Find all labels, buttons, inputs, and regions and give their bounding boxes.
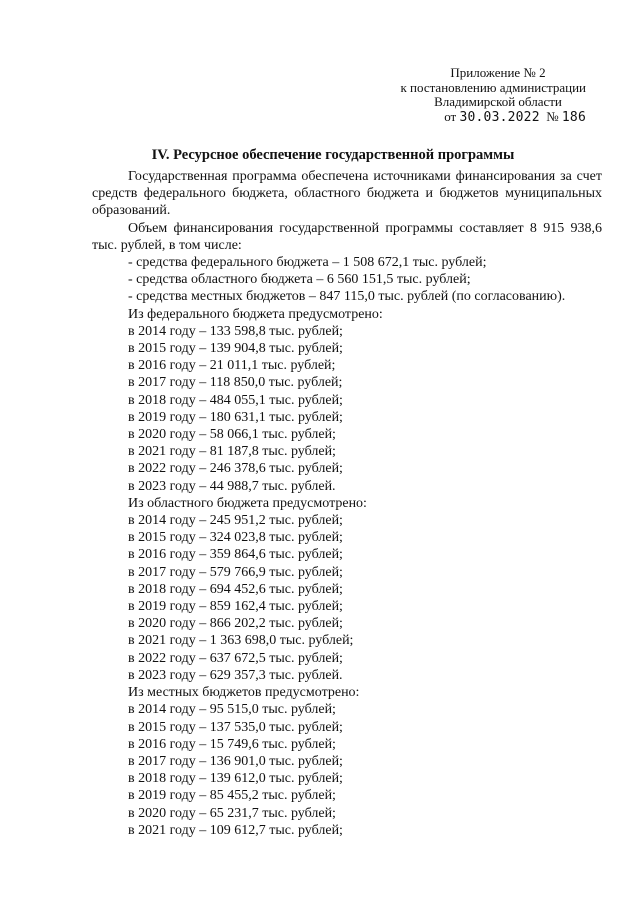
- federal-year-2018: в 2018 году – 484 055,1 тыс. рублей;: [128, 392, 343, 408]
- local-year-2016: в 2016 году – 15 749,6 тыс. рублей;: [128, 736, 336, 752]
- federal-year-2022: в 2022 году – 246 378,6 тыс. рублей;: [128, 461, 343, 477]
- regional-year-2016: в 2016 году – 359 864,6 тыс. рублей;: [128, 547, 343, 563]
- local-budget-section: [92, 684, 602, 839]
- local-year-2018: в 2018 году – 139 612,0 тыс. рублей;: [128, 771, 343, 787]
- regional-year-2014: в 2014 году – 245 951,2 тыс. рублей;: [128, 513, 343, 529]
- federal-year-2015: в 2015 году – 139 904,8 тыс. рублей;: [128, 341, 343, 357]
- resolution-number: 186: [561, 109, 586, 125]
- document-body: [92, 168, 602, 839]
- appendix-header: [386, 66, 586, 125]
- regional-year-2015: в 2015 году – 324 023,8 тыс. рублей;: [128, 530, 343, 546]
- local-year-2015: в 2015 году – 137 535,0 тыс. рублей;: [128, 719, 343, 735]
- regional-year-2020: в 2020 году – 866 202,2 тыс. рублей;: [128, 616, 343, 632]
- regional-year-2023: в 2023 году – 629 357,3 тыс. рублей.: [128, 667, 343, 683]
- appendix-number: Приложение № 2: [450, 65, 546, 80]
- funding-sources-list: [92, 254, 602, 306]
- local-year-2019: в 2019 году – 85 455,2 тыс. рублей;: [128, 788, 336, 804]
- source-regional: - средства областного бюджета – 6 560 151,5 тыс. рублей;: [128, 272, 471, 288]
- regional-year-2017: в 2017 году – 579 766,9 тыс. рублей;: [128, 564, 343, 580]
- appendix-region: Владимирской области: [434, 94, 562, 109]
- regional-budget-section: [92, 495, 602, 684]
- federal-year-2021: в 2021 году – 81 187,8 тыс. рублей;: [128, 444, 336, 460]
- number-prefix: №: [546, 108, 559, 124]
- source-local: - средства местных бюджетов – 847 115,0 тыс. рублей (по согласованию).: [128, 289, 566, 305]
- local-year-2020: в 2020 году – 65 231,7 тыс. рублей;: [128, 805, 336, 821]
- federal-budget-section: [92, 306, 602, 495]
- appendix-resolution-ref: к постановлению администрации: [400, 79, 586, 95]
- volume-paragraph: Объем финансирования государственной программы составляет 8 915 938,6 тыс. рублей, в том числе:: [92, 220, 602, 253]
- federal-year-2014: в 2014 году – 133 598,8 тыс. рублей;: [128, 323, 343, 339]
- federal-heading: Из федерального бюджета предусмотрено:: [128, 306, 383, 322]
- appendix-date-line: [386, 110, 586, 126]
- regional-year-2019: в 2019 году – 859 162,4 тыс. рублей;: [128, 599, 343, 615]
- intro-paragraph: Государственная программа обеспечена источниками финансирования за счет средств федерального бюджета, областного бюджета и бюджетов муниципальных образований.: [92, 169, 602, 219]
- federal-year-2016: в 2016 году – 21 011,1 тыс. рублей;: [128, 358, 336, 374]
- regional-heading: Из областного бюджета предусмотрено:: [128, 495, 367, 511]
- federal-year-2023: в 2023 году – 44 988,7 тыс. рублей.: [128, 478, 336, 494]
- local-year-2014: в 2014 году – 95 515,0 тыс. рублей;: [128, 702, 336, 718]
- source-federal: - средства федерального бюджета – 1 508 672,1 тыс. рублей;: [128, 255, 487, 271]
- local-year-2017: в 2017 году – 136 901,0 тыс. рублей;: [128, 753, 343, 769]
- local-heading: Из местных бюджетов предусмотрено:: [128, 685, 360, 701]
- local-year-2021: в 2021 году – 109 612,7 тыс. рублей;: [128, 822, 343, 838]
- federal-year-2017: в 2017 году – 118 850,0 тыс. рублей;: [128, 375, 343, 391]
- regional-year-2021: в 2021 году – 1 363 698,0 тыс. рублей;: [128, 633, 354, 649]
- federal-year-2020: в 2020 году – 58 066,1 тыс. рублей;: [128, 427, 336, 443]
- date-prefix: от: [444, 108, 457, 124]
- federal-year-2019: в 2019 году – 180 631,1 тыс. рублей;: [128, 409, 343, 425]
- section-title: IV. Ресурсное обеспечение государственной программы: [151, 147, 515, 163]
- regional-year-2018: в 2018 году – 694 452,6 тыс. рублей;: [128, 581, 343, 597]
- resolution-date: 30.03.2022: [459, 109, 540, 125]
- regional-year-2022: в 2022 году – 637 672,5 тыс. рублей;: [128, 650, 343, 666]
